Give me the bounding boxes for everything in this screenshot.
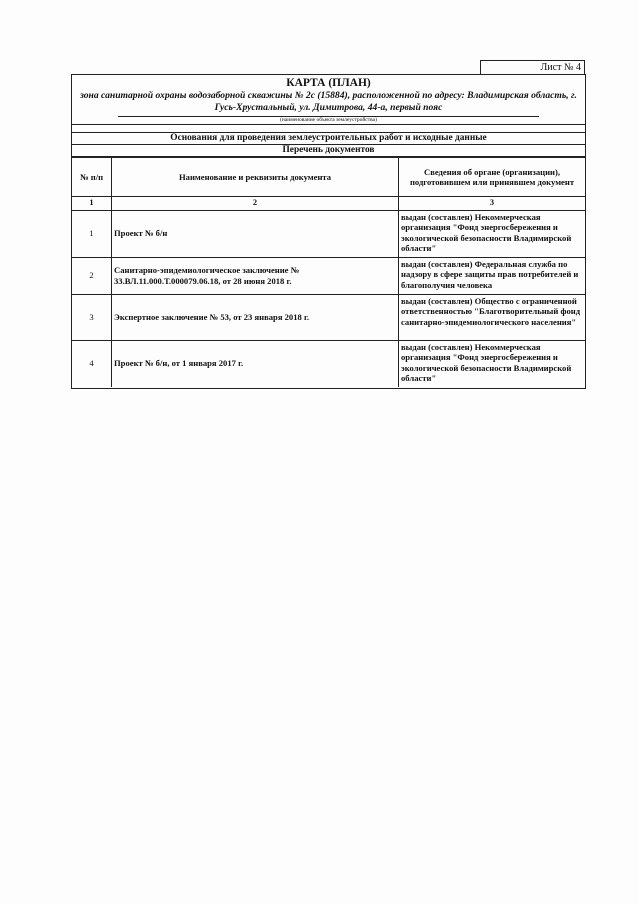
table-row [72, 294, 585, 340]
table-header-row [72, 158, 585, 197]
row-num: 3 [72, 294, 112, 340]
row-num: 2 [72, 257, 112, 294]
object-caption: (наименование объекта землеустройства) [118, 116, 539, 124]
column-index-row [72, 197, 585, 211]
header-num: № п/п [72, 158, 112, 197]
table-row [72, 257, 585, 294]
row-num: 4 [72, 340, 112, 387]
map-subtitle: зона санитарной охраны водозаборной скважины № 2с (15884), расположенной по адресу: Владимирская область, г. Гусь-Хрустальный, ул. Димитрова, 44-а, первый пояс [80, 90, 577, 113]
header-org: Сведения об органе (организации), подготовившем или принявшем документ [399, 158, 586, 197]
documents-table [72, 157, 585, 387]
row-num: 1 [72, 210, 112, 257]
document-frame [71, 74, 586, 389]
document-name: Проект № б/н, от 1 января 2017 г. [112, 340, 399, 387]
header-name: Наименование и реквизиты документа [112, 158, 399, 197]
map-title: КАРТА (ПЛАН) [286, 77, 371, 89]
column-index: 2 [112, 197, 399, 211]
table-row [72, 340, 585, 387]
column-index: 1 [72, 197, 112, 211]
map-header [72, 75, 585, 125]
document-org: выдан (составлен) Общество с ограниченной ответственностью "Благотворительный фонд санитарно-эпидемиологического населения" [399, 294, 586, 340]
table-row [72, 210, 585, 257]
document-name: Проект № б/н [112, 210, 399, 257]
section-title: Основания для проведения землеустроительных работ и исходные данные [72, 133, 585, 145]
document-name: Санитарно-эпидемиологическое заключение № 33.ВЛ.11.000.Т.000079.06.18, от 28 июня 2018 г. [112, 257, 399, 294]
list-title: Перечень документов [72, 145, 585, 157]
column-index: 3 [399, 197, 586, 211]
document-org: выдан (составлен) Федеральная служба по надзору в сфере защиты прав потребителей и благополучия человека [399, 257, 586, 294]
header-spacer [72, 125, 585, 133]
document-org: выдан (составлен) Некоммерческая организация "Фонд энергосбережения и экологической безопасности Владимирской области" [399, 210, 586, 257]
document-org: выдан (составлен) Некоммерческая организация "Фонд энергосбережения и экологической безопасности Владимирской области" [399, 340, 586, 387]
sheet-number-label: Лист № 4 [480, 60, 585, 74]
document-name: Экспертное заключение № 53, от 23 января 2018 г. [112, 294, 399, 340]
